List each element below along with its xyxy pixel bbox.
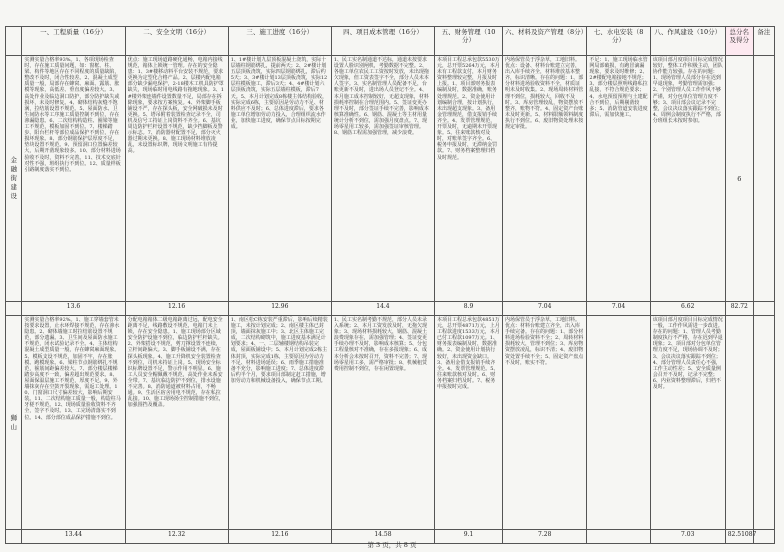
score-schedule: 12.96	[228, 302, 331, 316]
score-total: 82.51087	[725, 530, 753, 544]
cost-comment: 1、民工实名制通道不达标，通道未按要求设置人脸识别闸机，考勤数据不完整。2、各施工单位农民工工资按时发放，未出现拖欠现象，但工资表签字不全，部分人员未本人签字。3、实名制管理人员配备不足，台账更新不及时，进出场人员登记不全。4、本月施工成本控制较好，无超支现象，材料损耗率控制在合理范围内。5、签证变更办理不及时，部分签证手续不完善，影响成本核算准确性。6、钢筋、混凝土等主材用量统计分析不到位，需加强月度盘点。7、现场零星用工较多，需加强签证审核管理。8、钢筋工程需加强管理，减少浪费。	[331, 56, 434, 302]
mep-comment	[587, 316, 650, 530]
header-cost: 四、项目成本管理（16分）	[331, 27, 434, 56]
score-row	[6, 302, 775, 316]
safety-comment: 优点：施工现场道路硬化通畅，电箱内接线规范，箱体上锁统一管理。存在的安全隐患：1、3#楼移动料平台安装不规范，要求更换为定型化合格产品。2、层楼内配电箱部分缺少漏电保护，2-18楼木工机具防护罩缺失，现场临时用电线路有拖地现象。3、1#楼外架连墙件设置数量不足，局部存在拆除现象，要求按方案恢复。4、外架脚手板铺设不严，存在探头板，安全网破损未及时更换。5、塔吊附着装置检查记录不全，司机及信号工持证上岗资料不齐全。6、基坑周边防护栏杆设置不规范，缺少挡脚板及警示标志。7、消防器材配置不足，部分灭火器过期未更换。8、施工现场材料堆放凌乱，未设置标识牌，现场文明施工有待提高。	[125, 56, 228, 302]
schedule-comment: 1、1#楼计划九层顶板混凝土浇筑，实际十层墙柱钢筋绑扎，提前两天；2、2#楼计划五层顶板浇筑，实际四层钢筋绑扎，滞后约5天；3、3#楼计划13层顶板浇筑，实际12层柱模板施工，滞后3天；4、4#楼计划六层顶板浇筑，实际五层墙柱模板，滞后7天。5、本月计划完成8栋楼主体结构验收，实际完成6栋，主要原因是劳动力不足、材料供应不及时；6、总体进度滞后，要求各施工单位增加劳动力投入，合理组织流水作业，加快施工进度，确保节点目标按期完成。	[228, 56, 331, 302]
remark-cell	[753, 316, 774, 530]
table-row	[6, 316, 775, 530]
score-schedule: 12.16	[228, 530, 331, 544]
score-quality: 13.6	[22, 302, 125, 316]
score-finance: 8.9	[435, 302, 503, 316]
quality-comment: 实测实量合格率92%。1、施工穿墙套管未按要求设置，止水环焊接不规范，存在渗水隐患。2、砌体墙施工时拉结筋设置不规范，部分遗漏。3、卫生间及屋面防水施工不规范，闭水试验记录不全。4、主体结构混凝土成型质量一般，存在蜂窝麻面现象。5、模板支设不规范，加固不牢，存在胀模、跑模现象。6、梁柱节点钢筋绑扎不规范，箍筋间距偏差较大。7、部分楼层楼梯踏步高度不一致，偏差超出规范要求。8、屋面保温层施工不规范，厚度不足。9、外墙抹灰存在空鼓开裂现象，需返工处理。10、门窗洞口尺寸偏差较大，影响后期安装。11、二次结构施工质量一般，构造柱马牙槎不规范。12、现场质量验收资料不齐全，签字不及时。13、工完场清落实不到位。14、部分部位成品保护措施不到位。	[22, 316, 125, 530]
page-number: 第 3 页，共 8 页	[367, 541, 417, 549]
score-cost: 14.58	[331, 530, 434, 544]
header-mep: 七、水电安装（8分）	[587, 27, 650, 56]
quality-comment: 实测实量合格率93%。1、各项现场检查时，存在施工质量问题，如：窗框、柱、梁、构件等地区存在不同程度的质量缺陷，整改不及时，闭合性较差。2、混凝土成型质量一般，局部存在蜂窝、麻面、露筋、胀模等现象，高低差、垂直度偏差较大。3、高处作业及临边洞口防护，部分防护缺失或损坏，未及时修复。4、砌体结构灰缝不饱满，拉结筋设置不规范。5、屋面防水、卫生间防水等工序施工质量控制不到位，存在渗漏隐患。6、二次结构构造柱、圈梁等施工不规范，模板加固不到位。7、楼梯踏步、阳台栏杆等部位成品保护不到位，存在损坏现象。8、部分钢筋保护层厚度不足，垫块设置不规范。9、预留洞口位置偏差较大，后期开凿现象较多。10、部分材料进场验收不及时，资料不完善。11、技术交底针对性不强，班组执行不到位。12、质量样板引路制度落实不到位。	[22, 56, 125, 302]
materials-comment: 内场保管员于浮杂草，工地旧料。优点：材料台账建立齐全，出入库手续完备。存在的问题：1、部分材料进场检验资料不全；2、周转材料损耗较大，管理不到位；3、库房物资摆放凌乱，标识不清；4、废旧物资处置手续不全；5、固定资产盘点不及时，账实不符。	[503, 316, 587, 530]
score-total: 82.72	[725, 302, 753, 316]
total-rank	[725, 316, 753, 530]
score-mep: 7.04	[587, 302, 650, 316]
safety-comment: 分配电箱箱体二级电箱距离过远，配电安全距离不足，线路敷设不规范，电箱门未上锁，存在安全隐患。1、施工现场部分区域安全防护设施不到位，临边防护栏杆缺失。2、外架搭设不规范，剪刀撑设置不连续，立杆间距偏大。3、脚手板铺设不满，存在探头板现象。4、施工升降机安全装置检查不到位，司机未持证上岗。5、现场安全标识标牌设置不足，警示作用不明显。6、施工人员安全帽佩戴不规范，高处作业未系安全带。7、基坑临边防护不到位，排水设施不完善。8、消防通道被材料占用，不畅通。9、生活区宿舍用电不规范，存在私拉乱接。10、施工现场扬尘控制措施不到位，加强围挡及覆盖。	[125, 316, 228, 530]
conduct-comment: 该项目部月度项目目标完成情况一般，工作作风需进一步改进。存在的问题：1、管理人员考勤制度执行不严格，存在迟到早退现象；2、项目部对分包单位管理力度不足，现场协调不及时；3、会议决议落实跟踪不到位；4、部分管理人员责任心不强，工作主动性差；5、安全质量例会召开不及时，记录不完整；6、内业资料整理滞后，归档不及时。	[650, 316, 725, 530]
project-name: 狮山	[6, 316, 22, 530]
header-total: 总分名及得分	[725, 27, 753, 56]
header-remark: 备注	[753, 27, 774, 56]
header-quality: 一、工程质量（16分）	[22, 27, 125, 56]
score-safety: 12.32	[125, 530, 228, 544]
conduct-comment: 该项目部月度项目目标完成情况较好，整体工作积极主动，团队协作能力较强。存在的问题：1、现场管理人员部分存在迟到早退现象，考勤管理需加强；2、个别管理人员工作作风不够严谨，对分包单位管理力度不够；3、项目部会议记录不完整，会议决议落实跟踪不到位；4、周例会制度执行不严格，部分班组长未按时参加。	[650, 56, 725, 302]
score-finance: 9.1	[435, 530, 503, 544]
header-finance: 五、财务管理（10分）	[435, 27, 503, 56]
header-row	[6, 27, 775, 56]
score-materials: 7.04	[503, 302, 587, 316]
finance-comment: 本项目工程总承包款4851万元，总开票4871万元，上月工程款进度1533万元，本月已付工程款1097万元。1、财务报表编制及时，数据准确。2、资金使用计划执行较好，未出现资金缺口。3、备用金借支报销手续齐全。4、发票管理规范。5、往来账款核对及时。6、财务档案归档及时。7、税务申报按时完成。	[435, 316, 503, 530]
table-row	[6, 56, 775, 302]
score-cost: 14.4	[331, 302, 434, 316]
remark-cell	[753, 56, 774, 302]
schedule-comment: 1、南区松C栋安装严重滞后，影响后续精装施工，未按计划完成；2、南区楼主体已封顶，墙面抹灰施工中；3、北区主体施工完成，二次结构砌筑中，施工进度基本满足计划要求；4、一、二层辅楼钢结构吊装完成，屋面板铺设中；5、本月计划完成2栋主体封顶，实际完成1栋，主要原因为劳动力不足、材料进场延误；6、雨季施工措施准备不充分，影响施工进度；7、总体进度滞后约半个月，要求项目部制定赶工措施，增加劳动力和机械设备投入，确保节点工期。	[228, 316, 331, 530]
cost-comment: 1、民工实名制考勤不规范，部分人员未录入系统；2、本月工资发放及时，无拖欠现象；3、现场材料损耗较大，钢筋、混凝土浪费现象存在，需加强管理；4、签证变更手续办理不及时，影响成本核算；5、分包工程量核对不准确，存在多报现象；6、成本分析会未按时召开，资料不完善；7、现场零星用工多，需严格审批；8、机械租赁费用控制不到位，存在闲置现象。	[331, 316, 434, 530]
score-quality: 13.44	[22, 530, 125, 544]
score-safety: 12.16	[125, 302, 228, 316]
finance-comment: 本项目工程总承包款5530万元，总开票5264万元，本月未有工程款支付，本月财务资料整理较完整，月报及时上报。1、项目部财务报表编制及时，数据准确，账务处理规范。2、资金使用计划编制合理，按计划执行，未出现超支现象。3、备用金管理规范，借支报销手续齐全。4、发票管理规范，开票及时，无逾期未开票现象。5、往来账款核对及时，对账单签字齐全。6、税务申报及时，无滞纳金罚款。7、财务档案整理归档及时规范。	[435, 56, 503, 302]
header-schedule: 三、施工进度（16分）	[228, 27, 331, 56]
header-materials: 六、材料及资产管理（8分）	[503, 27, 587, 56]
header-safety: 二、安全文明（16分）	[125, 27, 228, 56]
materials-comment: 内场保管员于浮杂草，工地旧料。优点：设备、材料台账建立完善，出入库手续齐全，材料堆放基本整齐，标识清晰。存在的问题：1、部分材料进场验收资料不全，材质证明未及时收集。2、现场周转材料管理不到位，损耗较大，回收不及时。3、库房管理较乱，物资摆放不整齐，账物不符。4、固定资产台账未及时更新。5、材料限额领料制度执行不到位。6、废旧物资处理未按规定审批。	[503, 56, 587, 302]
total-rank: 6	[725, 56, 753, 302]
score-conduct: 6.62	[650, 302, 725, 316]
header-project	[6, 27, 22, 56]
score-materials: 7.28	[503, 530, 587, 544]
project-name: 金融街建设	[6, 56, 22, 302]
score-conduct: 7.03	[650, 530, 725, 544]
mep-comment: 不足：1、施工现场临水管网局部破损，有跑冒滴漏现象，要求及时维修；2、2#楼配电箱接地不规范；3、部分楼层照明线路私拉乱接，不符合规范要求；4、水电预留预埋与土建配合不到位，后期剔凿较多；5、消防管道安装进度滞后，需加快施工。	[587, 56, 650, 302]
evaluation-table	[5, 26, 775, 544]
header-conduct: 八、作风建设（10分）	[650, 27, 725, 56]
